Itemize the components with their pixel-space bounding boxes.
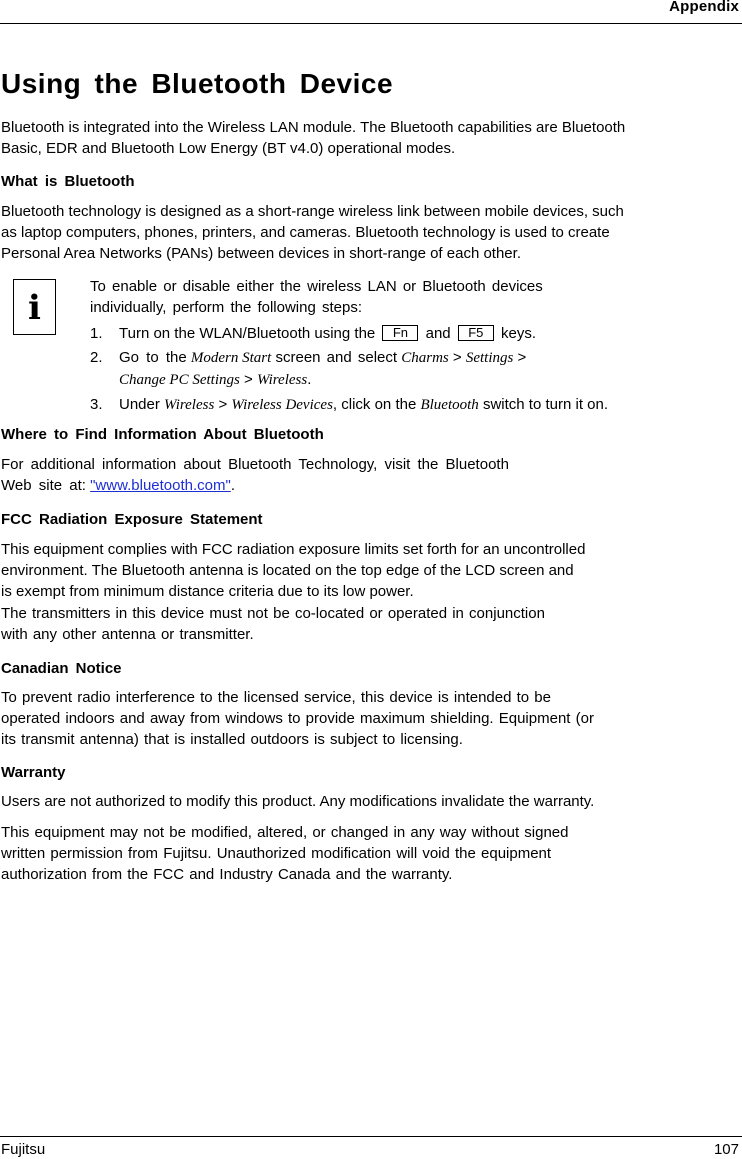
running-header: Appendix	[669, 0, 739, 15]
step-text: screen and select	[275, 349, 398, 366]
fn-key: Fn	[382, 325, 418, 341]
page-title: Using the Bluetooth Device	[1, 68, 394, 99]
warranty-heading: Warranty	[1, 764, 66, 781]
step-number: 2.	[90, 349, 103, 366]
note-intro: To enable or disable either the wireless LAN or Bluetooth devices individually, perform the following steps:	[90, 278, 543, 316]
ui-term-bluetooth: Bluetooth	[420, 397, 479, 413]
ui-term-wireless: Wireless	[256, 372, 308, 388]
info-icon	[13, 279, 56, 335]
f5-key: F5	[458, 325, 494, 341]
canadian-notice-heading: Canadian Notice	[1, 660, 122, 677]
step-number: 1.	[90, 325, 103, 342]
info-note	[90, 276, 730, 416]
step-text: switch to turn it on.	[482, 396, 609, 413]
steps-list	[90, 323, 730, 416]
step-3	[90, 394, 730, 416]
ui-term-change-pc-settings: Change PC Settings	[119, 372, 240, 388]
where-to-find-line2: Web site at:	[1, 477, 86, 494]
step-text: .	[307, 371, 312, 388]
path-separator: >	[517, 349, 527, 366]
fcc-paragraph-1: This equipment complies with FCC radiation exposure limits set forth for an uncontrolled environment. The Bluetooth antenna is located on the top edge of the LCD screen and is exempt from minimum distance criteria due to its low power.	[1, 541, 586, 600]
what-is-bluetooth-heading: What is Bluetooth	[1, 173, 135, 190]
footer-brand: Fujitsu	[1, 1141, 46, 1158]
step-text: Under	[119, 396, 160, 413]
page-number: 107	[713, 1141, 739, 1158]
where-to-find-period: .	[230, 477, 235, 494]
ui-term-modern-start: Modern Start	[190, 350, 272, 366]
ui-term-charms: Charms	[401, 350, 449, 366]
warranty-paragraph-1: Users are not authorized to modify this product. Any modifications invalidate the warranty.	[1, 793, 595, 810]
step-text: , click on the	[332, 396, 417, 413]
canadian-notice-text: To prevent radio interference to the licensed service, this device is intended to be operated indoors and away from windows to provide maximum shielding. Equipment (or its transmit antenna) that is installed outdoors is subject to licensing.	[1, 689, 594, 748]
where-to-find-text	[1, 454, 721, 496]
step-1	[90, 323, 730, 344]
step-text: Go to the	[119, 349, 187, 366]
what-is-bluetooth-text: Bluetooth technology is designed as a short-range wireless link between mobile devices, such as laptop computers, phones, printers, and cameras. Bluetooth technology is used to create Personal Area Networks (PANs) between devices in short-range of each other.	[1, 203, 624, 262]
path-separator: >	[218, 396, 228, 413]
step-text: and	[425, 325, 451, 342]
step-number: 3.	[90, 396, 103, 413]
fcc-heading: FCC Radiation Exposure Statement	[1, 511, 263, 528]
fcc-paragraph-2: The transmitters in this device must not be co-located or operated in conjunction with any other antenna or transmitter.	[1, 605, 545, 643]
path-separator: >	[244, 371, 253, 388]
ui-term-settings: Settings	[465, 350, 514, 366]
header-rule	[0, 23, 742, 24]
bluetooth-website-link[interactable]: "www.bluetooth.com"	[90, 477, 231, 494]
warranty-paragraph-2: This equipment may not be modified, altered, or changed in any way without signed written permission from Fujitsu. Unauthorized modification will void the equipment authorization from the FCC and Industry Canada and the warranty.	[1, 824, 569, 883]
where-to-find-heading: Where to Find Information About Bluetooth	[1, 426, 324, 443]
where-to-find-line1: For additional information about Bluetooth Technology, visit the Bluetooth	[1, 456, 509, 473]
step-2	[90, 347, 730, 391]
ui-term-wireless-devices: Wireless Devices	[231, 397, 333, 413]
step-text: Turn on the WLAN/Bluetooth using the	[119, 325, 376, 342]
info-icon-letter: i	[28, 288, 41, 328]
step-text: keys.	[500, 325, 536, 342]
path-separator: >	[452, 349, 462, 366]
ui-term-wireless: Wireless	[164, 397, 215, 413]
intro-paragraph: Bluetooth is integrated into the Wireless LAN module. The Bluetooth capabilities are Bluetooth Basic, EDR and Bluetooth Low Energy (BT v4.0) operational modes.	[1, 119, 626, 157]
footer-rule	[0, 1136, 742, 1137]
